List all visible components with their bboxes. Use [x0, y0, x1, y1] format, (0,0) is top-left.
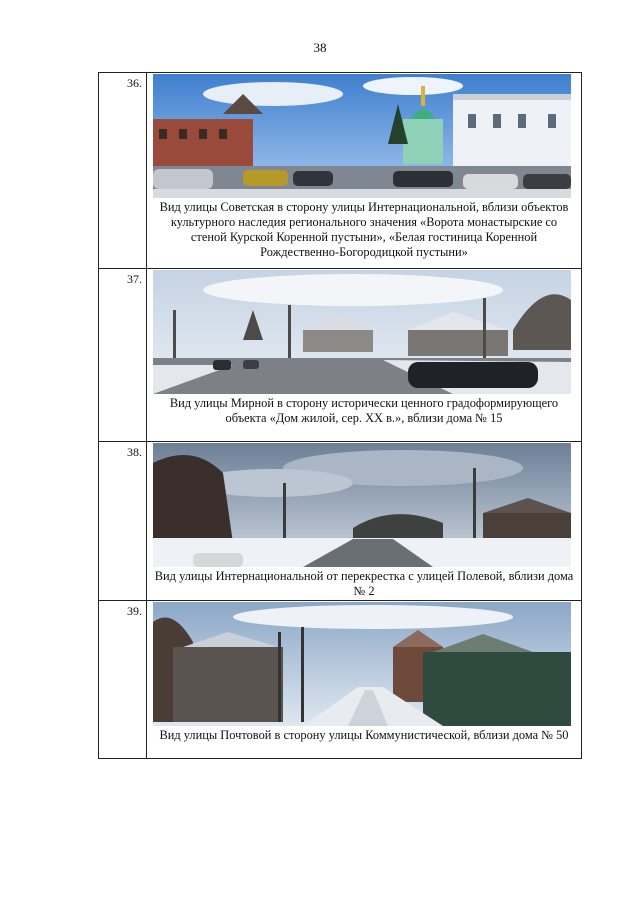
row-content	[147, 73, 582, 269]
page-number: 38	[313, 40, 327, 55]
row-content	[147, 442, 582, 601]
street-photo-pochtovaya	[153, 602, 571, 726]
row-number: 39.	[99, 601, 147, 759]
row-content	[147, 269, 582, 442]
photo-caption: Вид улицы Мирной в сторону исторически ценного градоформирующего объекта «Дом жилой, сер. XX в.», вблизи дома № 15	[169, 396, 559, 425]
row-number: 36.	[99, 73, 147, 269]
table-row	[99, 442, 582, 601]
row-number: 38.	[99, 442, 147, 601]
photo-table	[98, 72, 582, 759]
street-photo-internatsionalnaya	[153, 443, 571, 567]
table-row	[99, 73, 582, 269]
street-photo-mirnaya	[153, 270, 571, 394]
row-content	[147, 601, 582, 759]
table-row	[99, 601, 582, 759]
row-number: 37.	[99, 269, 147, 442]
street-photo-sovetskaya	[153, 74, 571, 198]
photo-caption: Вид улицы Почтовой в сторону улицы Коммунистической, вблизи дома № 50	[159, 728, 569, 742]
table-row	[99, 269, 582, 442]
photo-caption: Вид улицы Интернациональной от перекрестка с улицей Полевой, вблизи дома № 2	[154, 569, 574, 598]
photo-caption: Вид улицы Советская в сторону улицы Интернациональной, вблизи объектов культурного наследия регионального значения «Ворота монастырские со стеной Курской Коренной пустыни», «Белая гостиница Коренной Рождественно-Богородицкой пустыни»	[159, 200, 569, 259]
